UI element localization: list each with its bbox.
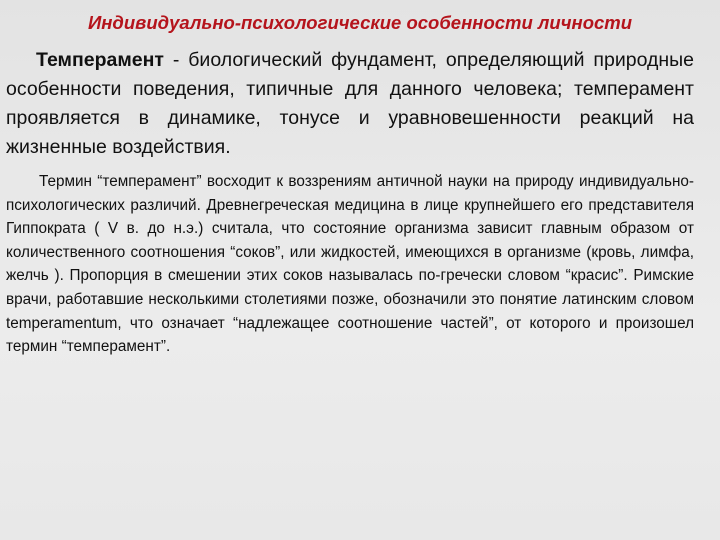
definition-paragraph (6, 46, 694, 162)
history-paragraph: Термин “темперамент” восходит к воззрениям античной науки на природу индивидуально-психологических различий. Древнегреческая медицина в лице крупнейшего его представителя Гиппократа ( V в. до н.э.) считала, что состояние организма зависит главным образом от количественного соотношения “соков”, или жидкостей, имеющихся в организме (кровь, лимфа, желчь ). Пропорция в смешении этих соков называлась по-гречески словом “красис”. Римские врачи, работавшие несколькими столетиями позже, обозначили это понятие латинским словом temperamentum, что означает “надлежащее соотношение частей”, от которого и произошел термин “темперамент”. (6, 173, 694, 356)
definition-text: - биологический фундамент, определяющий природные особенности поведения, типичные для данного человека; темперамент проявляется в динамике, тонусе и уравновешенности реакций на жизненные воздействия. (6, 49, 694, 158)
slide-title: Индивидуально-психологические особенности личности (87, 12, 633, 33)
definition-term: Темперамент (36, 49, 164, 71)
